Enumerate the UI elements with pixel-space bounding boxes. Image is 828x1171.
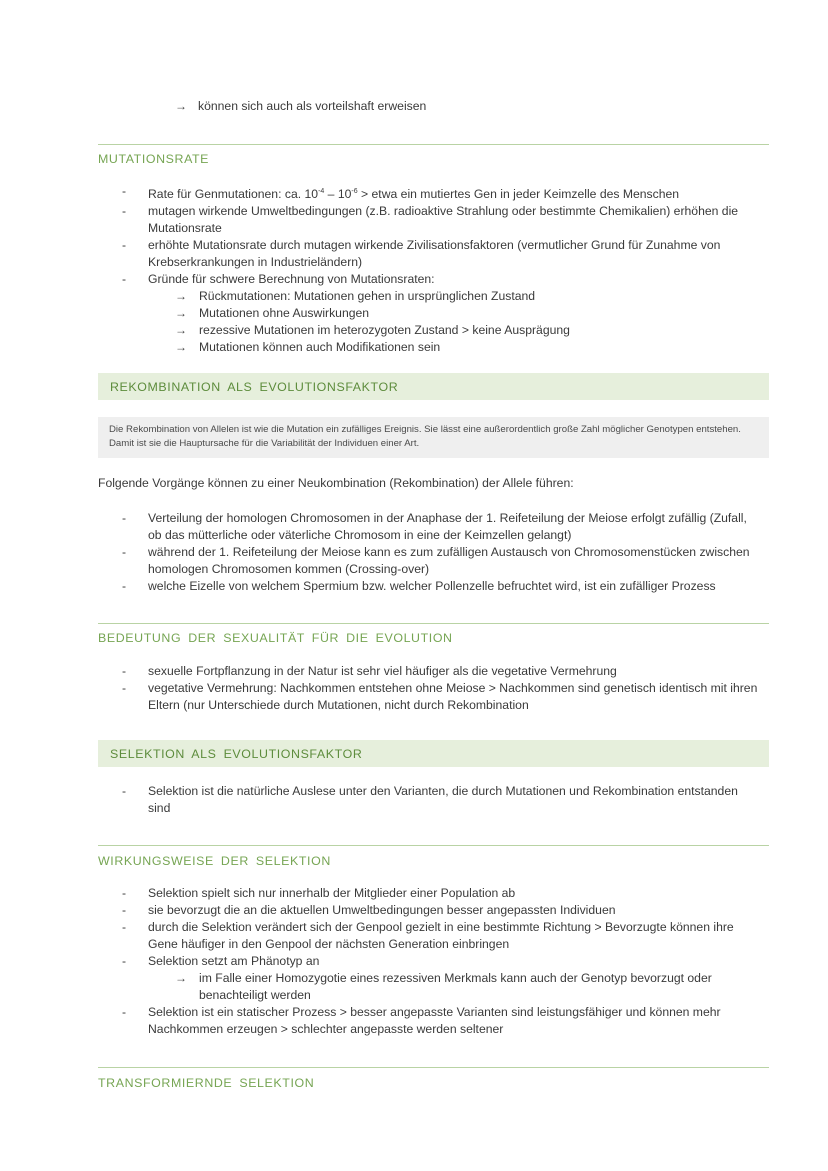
list-item: - Selektion spielt sich nur innerhalb der Mitglieder einer Population ab bbox=[120, 885, 760, 902]
sub-list-item bbox=[148, 305, 760, 322]
list-item: - während der 1. Reifeteilung der Meiose kann es zum zufälligen Austausch von Chromosomenstücken zwischen homologen Chromosomen kommen (Crossing-over) bbox=[120, 544, 760, 578]
rate-text-mid: – 10 bbox=[324, 187, 352, 201]
rekombination-intro: Folgende Vorgänge können zu einer Neukombination (Rekombination) der Allele führen: bbox=[98, 476, 574, 490]
heading-sexualitaet: BEDEUTUNG DER SEXUALITÄT FÜR DIE EVOLUTION bbox=[98, 631, 453, 645]
sub-list-text: Rückmutationen: Mutationen gehen in ursprünglichen Zustand bbox=[199, 289, 536, 303]
list-item: - Verteilung der homologen Chromosomen in der Anaphase der 1. Reifeteilung der Meiose erfolgt zufällig (Zufall, ob das mütterliche oder väterliche Chromosom in eine der Keimzellen gelangt) bbox=[120, 510, 760, 544]
heading-transformierende: TRANSFORMIERNDE SELEKTION bbox=[98, 1076, 315, 1090]
rate-text-prefix: Rate für Genmutationen: ca. 10 bbox=[148, 187, 319, 201]
section-divider bbox=[98, 623, 769, 624]
sub-list-item bbox=[148, 288, 760, 305]
rate-exponent-1: -4 bbox=[318, 188, 325, 195]
list-item: - mutagen wirkende Umweltbedingungen (z.B. radioaktive Strahlung oder bestimmte Chemikalien) erhöhen die Mutationsrate bbox=[120, 203, 760, 237]
section-divider bbox=[98, 1067, 769, 1068]
heading-mutationsrate: MUTATIONSRATE bbox=[98, 152, 210, 166]
rekombination-list bbox=[120, 510, 760, 595]
list-item bbox=[120, 271, 760, 356]
list-item: - durch die Selektion verändert sich der Genpool gezielt in eine bestimmte Richtung > Bevorzugte können ihre Gene häufiger in den Genpool der nächsten Generation einbringen bbox=[120, 919, 760, 953]
sub-list-text: Mutationen können auch Modifikationen sein bbox=[199, 340, 441, 354]
right-arrow-icon: → bbox=[175, 306, 187, 320]
list-item bbox=[120, 953, 760, 1004]
heading-band-rekombination bbox=[98, 373, 769, 400]
right-arrow-icon: → bbox=[175, 289, 187, 303]
right-arrow-icon: → bbox=[175, 99, 187, 113]
sub-list-item bbox=[148, 339, 760, 356]
list-item-text: Gründe für schwere Berechnung von Mutationsraten: bbox=[148, 272, 435, 286]
intro-arrow-text: können sich auch als vorteilshaft erweisen bbox=[198, 99, 427, 113]
right-arrow-icon: → bbox=[175, 971, 187, 985]
sub-list-item bbox=[148, 322, 760, 339]
list-item bbox=[120, 183, 760, 203]
list-item: - sexuelle Fortpflanzung in der Natur ist sehr viel häufiger als die vegetative Vermehrung bbox=[120, 663, 760, 680]
rate-text-suffix: > etwa ein mutiertes Gen in jeder Keimzelle des Menschen bbox=[357, 187, 680, 201]
heading-rekombination: REKOMBINATION ALS EVOLUTIONSFAKTOR bbox=[110, 380, 399, 394]
selektion-list bbox=[120, 783, 760, 817]
list-item: - welche Eizelle von welchem Spermium bzw. welcher Pollenzelle befruchtet wird, ist ein zufälliger Prozess bbox=[120, 578, 760, 595]
intro-arrow-item bbox=[175, 98, 426, 115]
sub-list-item bbox=[148, 970, 760, 1004]
list-item: - sie bevorzugt die an die aktuellen Umweltbedingungen besser angepassten Individuen bbox=[120, 902, 760, 919]
heading-selektion: SELEKTION ALS EVOLUTIONSFAKTOR bbox=[110, 747, 363, 761]
list-item: - Selektion ist ein statischer Prozess > besser angepasste Varianten sind leistungsfähiger und können mehr Nachkommen erzeugen > schlechter angepasste werden seltener bbox=[120, 1004, 760, 1038]
sexualitaet-list bbox=[120, 663, 760, 714]
list-item: - erhöhte Mutationsrate durch mutagen wirkende Zivilisationsfaktoren (vermutlicher Grund für Zunahme von Krebserkrankungen in Industrieländern) bbox=[120, 237, 760, 271]
definition-text: Die Rekombination von Allelen ist wie die Mutation ein zufälliges Ereignis. Sie lässt eine außerordentlich große Zahl möglicher Genotypen entstehen. Damit ist sie die Hauptursache für die Variabilität der Individuen einer Art. bbox=[109, 424, 741, 449]
heading-wirkungsweise: WIRKUNGSWEISE DER SELEKTION bbox=[98, 854, 331, 868]
sub-list-text: im Falle einer Homozygotie eines rezessiven Merkmals kann auch der Genotyp bevorzugt oder benachteiligt werden bbox=[199, 971, 712, 1002]
list-item-text: Selektion setzt am Phänotyp an bbox=[148, 954, 320, 968]
section-divider bbox=[98, 845, 769, 846]
heading-band-selektion bbox=[98, 740, 769, 767]
right-arrow-icon: → bbox=[175, 323, 187, 337]
right-arrow-icon: → bbox=[175, 340, 187, 354]
wirkungsweise-list bbox=[120, 885, 760, 1038]
list-item: - Selektion ist die natürliche Auslese unter den Varianten, die durch Mutationen und Rekombination entstanden sind bbox=[120, 783, 760, 817]
rate-exponent-2: -6 bbox=[351, 188, 358, 195]
mutationsrate-list bbox=[120, 183, 760, 356]
sub-list-text: Mutationen ohne Auswirkungen bbox=[199, 306, 370, 320]
definition-box bbox=[98, 417, 769, 458]
section-divider bbox=[98, 144, 769, 145]
list-item: - vegetative Vermehrung: Nachkommen entstehen ohne Meiose > Nachkommen sind genetisch identisch mit ihren Eltern (nur Unterschiede durch Mutationen, nicht durch Rekombination bbox=[120, 680, 760, 714]
sub-list-text: rezessive Mutationen im heterozygoten Zustand > keine Ausprägung bbox=[199, 323, 570, 337]
